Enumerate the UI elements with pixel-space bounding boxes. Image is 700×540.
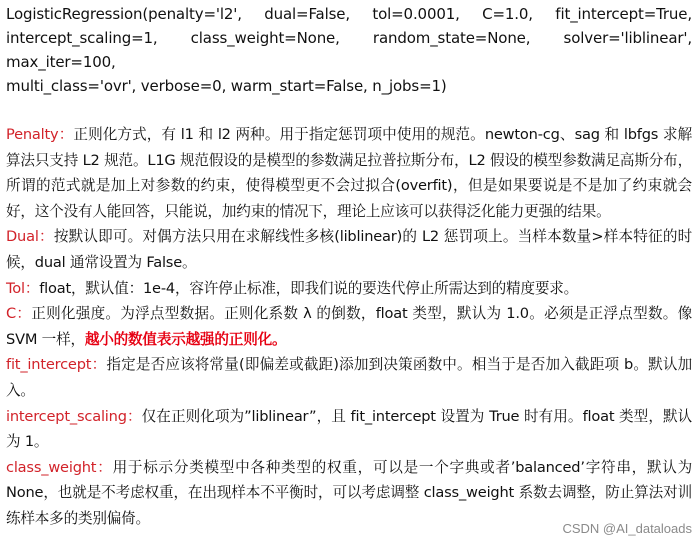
param-term: class_weight：	[6, 458, 113, 476]
param-description: 用于标示分类模型中各种类型的权重，可以是一个字典或者’balanced’字符串，默认为 None，也就是不考虑权重，在出现样本不平衡时，可以考虑调整 class_weight 系数去调整，防止算法对训练样本多的类别偏倚。	[6, 458, 692, 527]
param-description: 按默认即可。对偶方法只用在求解线性多核(liblinear)的 L2 惩罚项上。当样本数量>样本特征的时候，dual 通常设置为 False。	[6, 228, 692, 271]
param-term: intercept_scaling：	[6, 407, 142, 425]
signature-line-3: multi_class='ovr', verbose=0, warm_start=False, n_jobs=1)	[6, 77, 447, 95]
param-emphasis: 越小的数值表示越强的正则化。	[84, 330, 287, 348]
param-description: 正则化强度。为浮点型数据。正则化系数 λ 的倒数，float 类型，默认为 1.0。必须是正浮点型数。像 SVM 一样，	[6, 305, 692, 348]
signature-line-2: intercept_scaling=1, class_weight=None, random_state=None, solver='liblinear', max_iter=100,	[6, 29, 692, 71]
param-tol	[6, 276, 692, 302]
param-term: Penalty：	[6, 126, 74, 143]
param-dual	[6, 224, 692, 275]
param-term: fit_intercept：	[6, 356, 107, 374]
param-c	[6, 301, 692, 352]
param-term: C：	[6, 305, 32, 323]
param-description: 仅在正则化项为”liblinear”，且 fit_intercept 设置为 True 时有用。float 类型，默认为 1。	[6, 407, 693, 451]
param-penalty	[6, 122, 692, 224]
signature-line-1: LogisticRegression(penalty='l2', dual=False, tol=0.0001, C=1.0, fit_intercept=True,	[6, 5, 692, 23]
param-description: 正则化方式，有 l1 和 l2 两种。用于指定惩罚项中使用的规范。newton-cg、sag 和 lbfgs 求解算法只支持 L2 规范。L1G 规范假设的是模型的参数满足拉普拉斯分布，L2 假设的模型参数满足高斯分布，所谓的范式就是加上对参数的约束，使得模型更不会过拟合(overfit)，但是如果要说是不是加了约束就会好，这个没有人能回答，只能说，加约束的情况下，理论上应该可以获得泛化能力更强的结果。	[6, 126, 692, 220]
param-description: 指定是否应该将常量(即偏差或截距)添加到决策函数中。相当于是否加入截距项 b。默认加入。	[6, 356, 692, 399]
document-body	[6, 2, 692, 532]
param-term: Tol：	[6, 279, 40, 297]
param-fit-intercept	[6, 352, 692, 403]
spacer	[6, 98, 692, 122]
param-class-weight	[6, 455, 692, 532]
param-description: float，默认值：1e-4，容许停止标准，即我们说的要迭代停止所需达到的精度要求。	[39, 279, 579, 297]
param-intercept-scaling	[6, 404, 692, 455]
param-term: Dual：	[6, 228, 54, 246]
watermark: CSDN @AI_dataloads	[562, 521, 692, 536]
